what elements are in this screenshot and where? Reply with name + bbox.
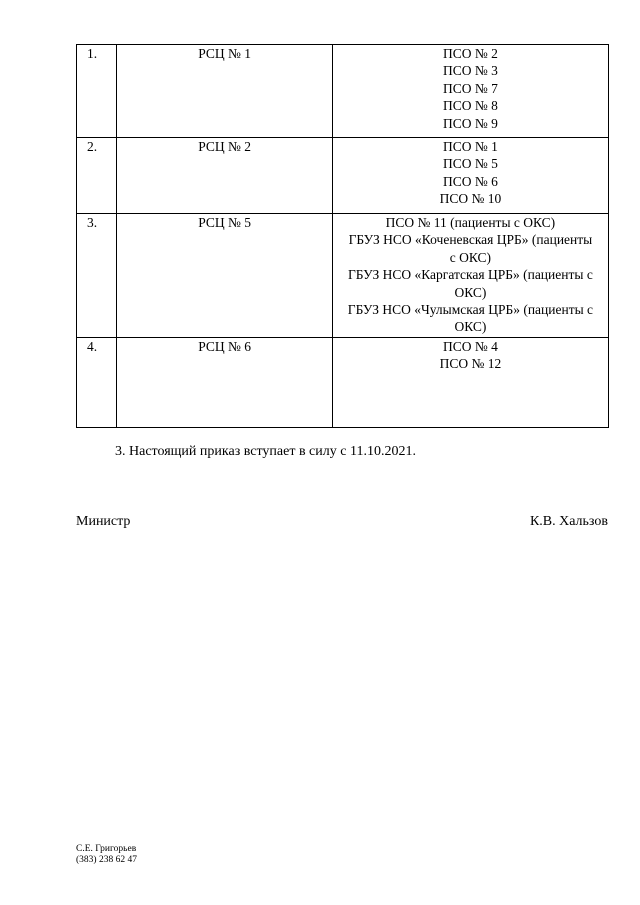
department-item: ПСО № 9 <box>442 115 498 131</box>
row-number: 3. <box>77 214 117 338</box>
assigned-departments <box>332 138 608 214</box>
department-item: ГБУЗ НСО «Чулымская ЦРБ» (пациенты с <box>347 302 594 318</box>
table-row <box>77 45 609 138</box>
row-number: 4. <box>77 338 117 428</box>
department-item: ПСО № 5 <box>442 156 498 172</box>
assigned-departments <box>332 45 608 138</box>
assigned-departments <box>332 214 608 338</box>
table-row <box>77 214 609 338</box>
department-item: ПСО № 1 <box>442 139 498 154</box>
executor-block <box>76 844 137 866</box>
department-item: ПСО № 3 <box>442 63 498 79</box>
department-item: с ОКС) <box>449 249 492 265</box>
department-item: ПСО № 4 <box>442 339 498 354</box>
vascular-center-name: РСЦ № 1 <box>117 45 332 138</box>
department-item: ПСО № 7 <box>442 80 498 96</box>
department-item: ПСО № 12 <box>439 356 502 372</box>
department-item: ПСО № 10 <box>439 191 502 207</box>
assigned-departments <box>332 338 608 428</box>
department-item: ПСО № 11 (пациенты с ОКС) <box>385 215 556 230</box>
vascular-center-name: РСЦ № 2 <box>117 138 332 214</box>
signatory-name: К.В. Хальзов <box>529 514 608 529</box>
table-row <box>77 138 609 214</box>
row-number: 1. <box>77 45 117 138</box>
department-item: ОКС) <box>454 284 487 300</box>
effective-date-clause: 3. Настоящий приказ вступает в силу с 11.10.2021. <box>115 444 416 459</box>
department-item: ГБУЗ НСО «Коченевская ЦРБ» (пациенты <box>348 232 593 248</box>
department-item: ПСО № 8 <box>442 98 498 114</box>
department-item: ПСО № 2 <box>442 46 498 61</box>
signatory-title: Министр <box>76 514 131 529</box>
department-item: ОКС) <box>454 319 487 335</box>
row-number: 2. <box>77 138 117 214</box>
vascular-center-name: РСЦ № 5 <box>117 214 332 338</box>
executor-name: С.Е. Григорьев <box>76 844 137 854</box>
executor-phone: (383) 238 62 47 <box>76 855 137 865</box>
routing-table-wrapper <box>76 44 609 428</box>
department-item: ГБУЗ НСО «Каргатская ЦРБ» (пациенты с <box>348 267 593 283</box>
department-item: ПСО № 6 <box>442 173 498 189</box>
table-row <box>77 338 609 428</box>
routing-table <box>76 44 609 428</box>
vascular-center-name: РСЦ № 6 <box>117 338 332 428</box>
